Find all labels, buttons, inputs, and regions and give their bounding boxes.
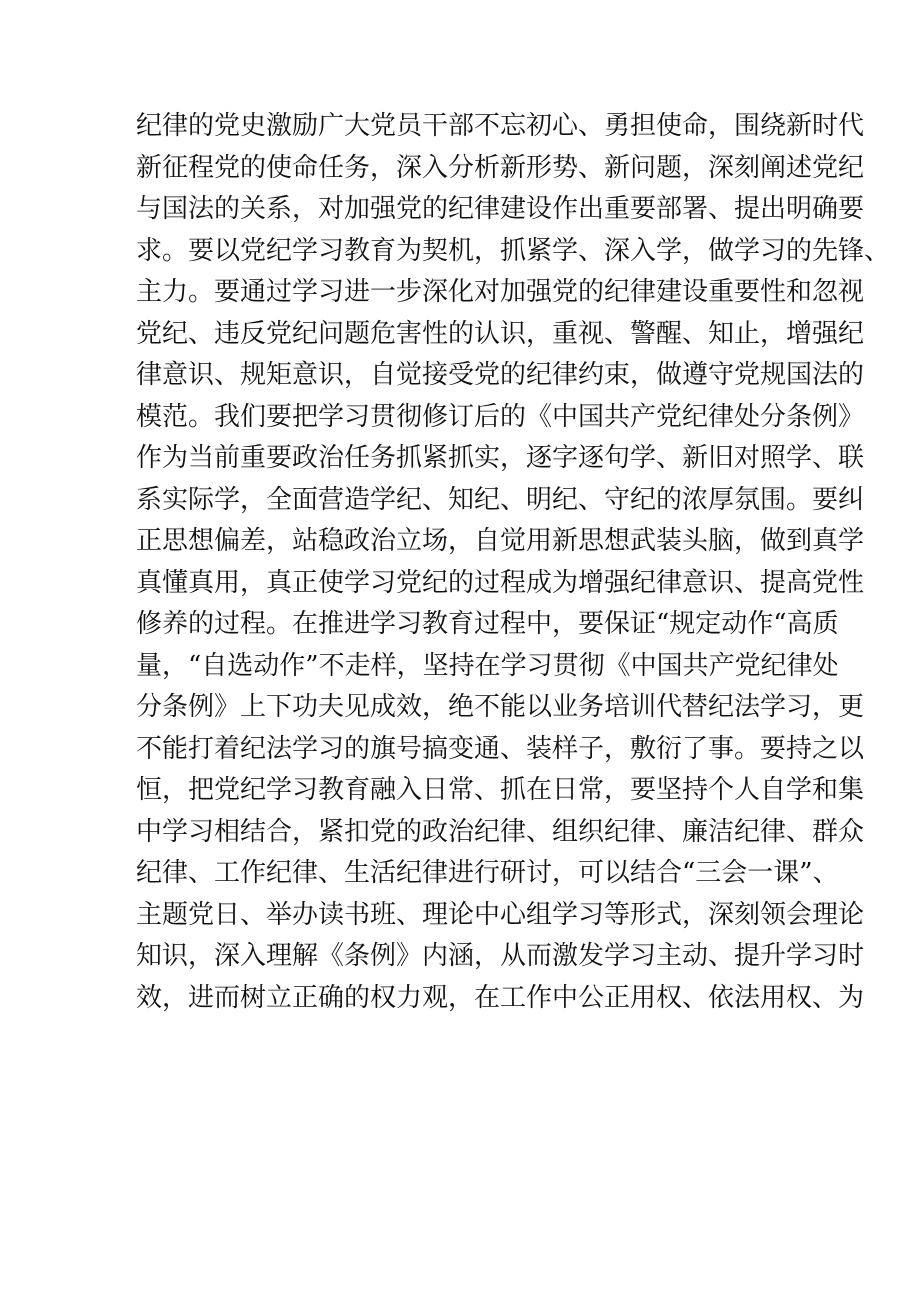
text-line: 主力。要通过学习进一步深化对加强党的纪律建设重要性和忽视: [136, 277, 865, 307]
text-line: 修养的过程。在推进学习教育过程中，要保证“规定动作“高质: [136, 609, 839, 639]
text-line: 主题党日、举办读书班、理论中心组学习等形式，深刻领会理论: [136, 899, 865, 930]
body-paragraph: [136, 106, 891, 1019]
text-line: 纪律、工作纪律、生活纪律进行研讨，可以结合“三会一课”、: [136, 858, 839, 888]
text-line: 纪律的党史激励广大党员干部不忘初心、勇担使命，围绕新时代: [136, 111, 865, 141]
text-line: 知识，深入理解《条例》内涵，从而激发学习主动、提升学习时: [136, 941, 865, 971]
text-line: 分条例》上下功夫见成效，绝不能以业务培训代替纪法学习，更: [136, 692, 865, 722]
text-line: 恒，把党纪学习教育融入日常、抓在日常，要坚持个人自学和集: [136, 775, 865, 805]
text-line: 作为当前重要政治任务抓紧抓实，逐字逐句学、新旧对照学、联: [136, 443, 865, 473]
text-line: 中学习相结合，紧扣党的政治纪律、组织纪律、廉洁纪律、群众: [136, 816, 865, 847]
text-line: 不能打着纪法学习的旗号搞变通、装样子，敷衍了事。要持之以: [136, 733, 865, 764]
text-line: 效，进而树立正确的权力观，在工作中公正用权、依法用权、为: [136, 982, 865, 1013]
text-line: 党纪、违反党纪问题危害性的认识，重视、警醒、知止，增强纪: [136, 318, 865, 349]
text-line: 与国法的关系，对加强党的纪律建设作出重要部署、提出明确要: [136, 194, 865, 224]
text-line: 系实际学，全面营造学纪、知纪、明纪、守纪的浓厚氛围。要纠: [136, 484, 865, 515]
text-line: 正思想偏差，站稳政治立场，自觉用新思想武装头脑，做到真学: [136, 526, 865, 556]
text-line: 律意识、规矩意识，自觉接受党的纪律约束，做遵守党规国法的: [136, 360, 865, 390]
text-line: 新征程党的使命任务，深入分析新形势、新问题，深刻阐述党纪: [136, 152, 865, 183]
text-line: 真懂真用，真正使学习党纪的过程成为增强纪律意识、提高党性: [136, 567, 865, 598]
text-line: 量，“自选动作”不走样，坚持在学习贯彻《中国共产党纪律处: [136, 650, 839, 681]
text-line: 求。要以党纪学习教育为契机，抓紧学、深入学，做学习的先锋、: [136, 235, 891, 266]
text-line: 模范。我们要把学习贯彻修订后的《中国共产党纪律处分条例》: [136, 401, 865, 432]
